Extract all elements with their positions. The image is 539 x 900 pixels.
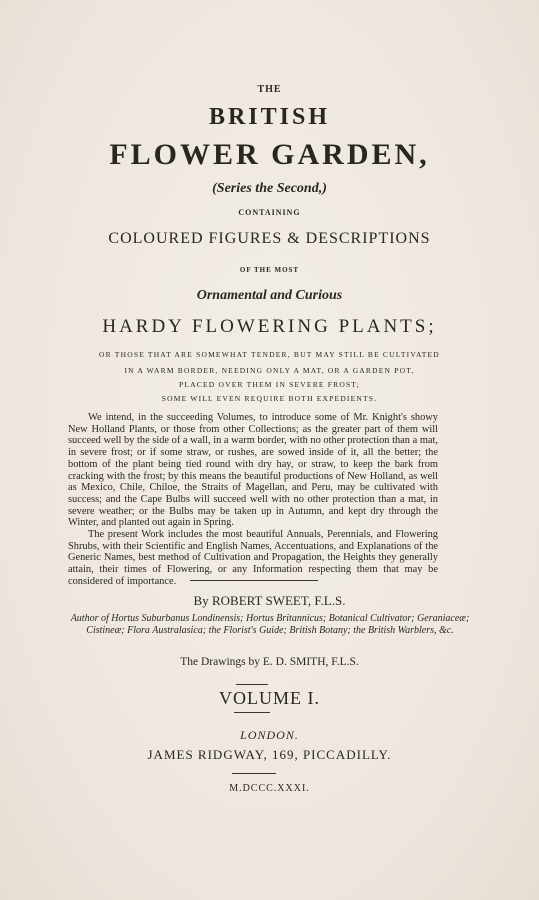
- qualifier-line: OR THOSE THAT ARE SOMEWHAT TENDER, BUT MAY STILL BE CULTIVATED: [99, 350, 440, 359]
- of-the-most-label: OF THE MOST: [239, 266, 300, 274]
- divider-rule: [190, 580, 318, 581]
- hardy-plants-heading: HARDY FLOWERING PLANTS;: [102, 316, 437, 337]
- qualifier-line: PLACED OVER THEM IN SEVERE FROST;: [179, 380, 360, 389]
- containing-label: CONTAINING: [238, 208, 301, 217]
- imprint-publisher: JAMES RIDGWAY, 169, PICCADILLY.: [147, 747, 392, 762]
- divider-rule: [232, 773, 276, 774]
- coloured-figures-heading: COLOURED FIGURES & DESCRIPTIONS: [108, 230, 431, 247]
- drawings-credit: The Drawings by E. D. SMITH, F.L.S.: [180, 656, 359, 668]
- imprint-date: M.DCCC.XXXI.: [229, 783, 310, 794]
- author-works: Author of Hortus Suburbanus Londinensis; Hortus Britannicus; Botanical Cultivator; Geraniaceæ; Cistineæ; Flora Australasica; the Florist's Guide; British Botany; the British Warblers, &c.: [70, 613, 470, 636]
- series-subtitle: (Series the Second,): [212, 181, 327, 196]
- title-flower-garden: FLOWER GARDEN,: [109, 138, 430, 171]
- qualifier-line: IN A WARM BORDER, NEEDING ONLY A MAT, OR A GARDEN POT,: [124, 366, 415, 375]
- title-the: THE: [257, 84, 282, 95]
- qualifier-line: SOME WILL EVEN REQUIRE BOTH EXPEDIENTS.: [161, 394, 378, 403]
- title-british: BRITISH: [208, 104, 331, 130]
- description-paragraph: The present Work includes the most beautiful Annuals, Perennials, and Flowering Shrubs, with their Scientific and English Names, Accentuations, and Explanations of the Generic Names, best method of Cultivation and Propagation, the Heights they generally attain, their times of Flowering, or any Information respecting them that may be considered of importance.: [68, 529, 438, 587]
- description-text: [68, 412, 438, 588]
- divider-rule: [234, 712, 270, 713]
- volume-heading: VOLUME I.: [219, 688, 320, 708]
- imprint-city: LONDON.: [240, 728, 299, 742]
- ornamental-heading: Ornamental and Curious: [196, 288, 343, 303]
- description-paragraph: We intend, in the succeeding Volumes, to introduce some of Mr. Knight's showy New Holland Plants, or those from other Collections; as the greater part of them will succeed well by the side of a wall, in a warm border, with no other protection than a mat, in severe frost; or if some straw, or rushes, are sowed inside of it, all the better; the bottom of the plant being tied round with dry hay, or straw, to keep the bark from cracking with the frost; by this means the beautiful productions of New Holland, as well as Mexico, Chile, Chiloe, the Straits of Magellan, and Peru, may be cultivated with success; and the Cape Bulbs will succeed well with no other protection than a mat, in severe weather; or the Bulbs may be taken up in Autumn, and kept dry through the Winter, and planted out again in Spring.: [68, 412, 438, 529]
- author-line: By ROBERT SWEET, F.L.S.: [193, 593, 346, 608]
- divider-rule: [236, 684, 268, 685]
